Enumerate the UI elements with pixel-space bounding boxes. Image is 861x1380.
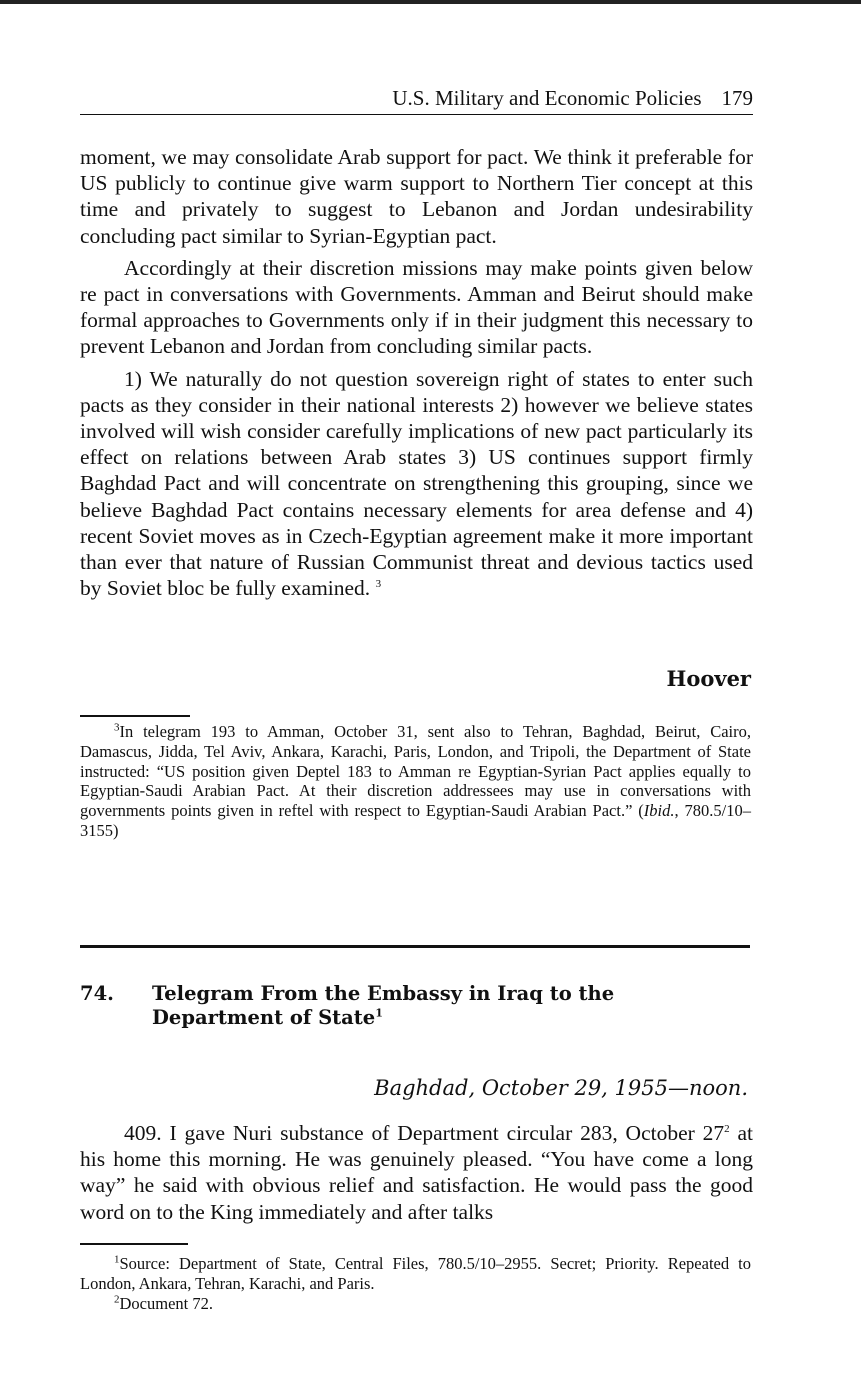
page-number: 179 bbox=[721, 86, 753, 110]
paragraph-2: Accordingly at their discretion missions may make points given below re pact in conversations with Governments. Amman and Beirut should make formal approaches to Governments only if in their judgment this necessary to prevent Lebanon and Jordan from concluding similar pacts. bbox=[80, 255, 753, 359]
footnote-ref-1: 1 bbox=[375, 1006, 383, 1020]
document-title bbox=[152, 982, 748, 1030]
signature: Hoover bbox=[666, 666, 751, 691]
footnote-2-text: Document 72. bbox=[119, 1293, 213, 1313]
paragraph-409-text-a: 409. I gave Nuri substance of Department circular 283, October 27 bbox=[124, 1121, 725, 1145]
footnote-ref-2: 2 bbox=[724, 1122, 730, 1135]
footnote-3 bbox=[80, 722, 751, 841]
paragraph-1: moment, we may consolidate Arab support for pact. We think it preferable for US publicly to continue give warm support to Northern Tier concept at this time and privately to suggest to Lebanon and Jordan undesirability concluding pact similar to Syrian-Egyptian pact. bbox=[80, 145, 753, 248]
footnote-2-marker: 2 bbox=[114, 1293, 120, 1306]
footnote-rule-bottom bbox=[80, 1243, 188, 1245]
footnote-1-marker: 1 bbox=[114, 1253, 120, 1266]
continued-telegram-body bbox=[80, 144, 753, 601]
paragraph-3 bbox=[80, 366, 753, 602]
footnote-1-text: Source: Department of State, Central Files, 780.5/10–2955. Secret; Priority. Repeated to London, Ankara, Tehran, Karachi, and Paris. bbox=[80, 1254, 751, 1293]
document-title-text: Telegram From the Embassy in Iraq to the Department of State bbox=[152, 982, 615, 1029]
footnote-3-citation: , 780.5/10–3155) bbox=[80, 801, 751, 840]
footnote-1 bbox=[80, 1254, 751, 1294]
section-divider bbox=[80, 945, 750, 948]
page-top-border bbox=[0, 0, 861, 4]
footnote-3-ibid: Ibid. bbox=[643, 801, 675, 821]
paragraph-409 bbox=[80, 1120, 753, 1225]
footnote-3-text: In telegram 193 to Amman, October 31, sent also to Tehran, Baghdad, Beirut, Cairo, Damascus, Jidda, Tel Aviv, Ankara, Karachi, Paris, London, and Tripoli, the Department of State instructed: “US position given Deptel 183 to Amman re Egyptian-Syrian Pact applies equally to Egyptian-Saudi Arabian Pact. At their discretion addressees may use in conversations with governments points given in reftel with respect to Egyptian-Saudi Arabian Pact.” ( bbox=[80, 722, 751, 821]
footnote-ref-3: 3 bbox=[375, 578, 382, 591]
telegram-body bbox=[80, 1120, 753, 1225]
running-head bbox=[80, 84, 753, 115]
footnote-3-marker: 3 bbox=[114, 721, 120, 734]
footnotes-bottom bbox=[80, 1254, 751, 1313]
dateline: Baghdad, October 29, 1955—noon. bbox=[374, 1076, 748, 1100]
paragraph-409-text-b: at his home this morning. He was genuinely pleased. “You have come a long way” he said with obvious relief and satisfaction. He would pass the good word on to the King immediately and after talks bbox=[80, 1121, 753, 1224]
running-title: U.S. Military and Economic Policies bbox=[392, 86, 702, 110]
footnote-2 bbox=[80, 1294, 751, 1314]
document-number: 74. bbox=[80, 982, 114, 1005]
footnote-rule bbox=[80, 715, 190, 717]
paragraph-3-text: 1) We naturally do not question sovereign right of states to enter such pacts as they consider in their national interests 2) however we believe states involved will wish consider carefully implications of new pact particularly its effect on relations between Arab states 3) US continues support firmly Baghdad Pact and will concentrate on strengthening this grouping, since we believe Baghdad Pact contains necessary elements for area defense and 4) recent Soviet moves as in Czech-Egyptian agreement make it more important than ever that nature of Russian Communist threat and devious tactics used by Soviet bloc be fully examined. bbox=[80, 366, 753, 601]
